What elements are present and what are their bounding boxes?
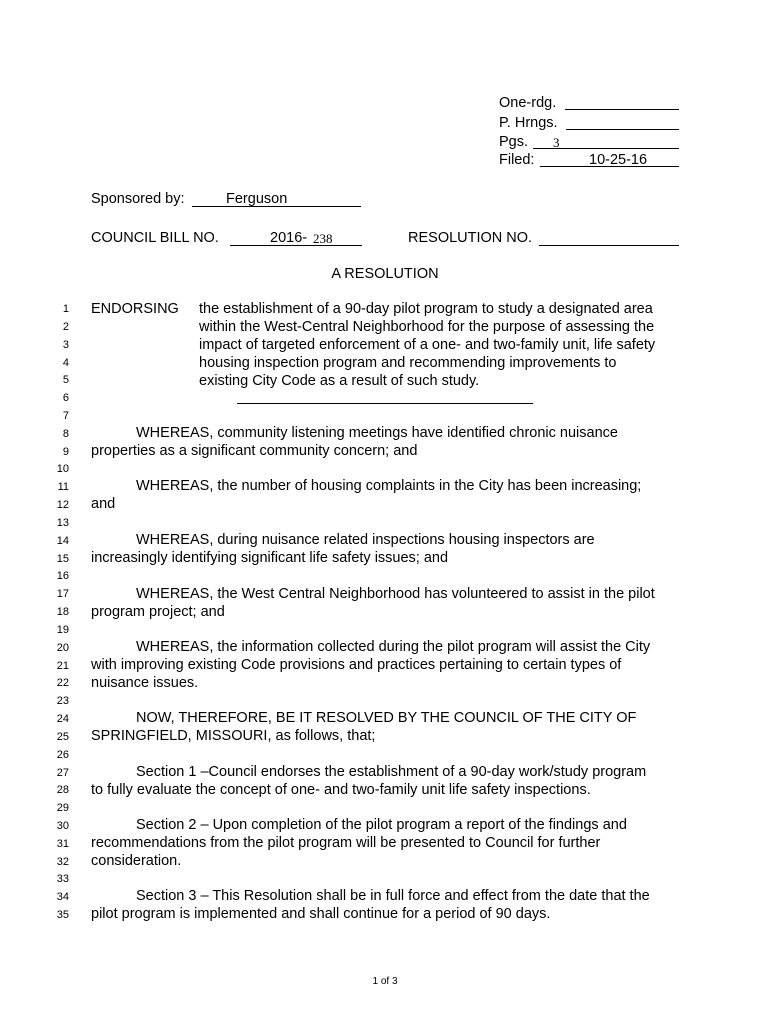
caption-line: the establishment of a 90-day pilot program to study a designated area xyxy=(199,301,653,317)
line-number: 16 xyxy=(56,570,69,582)
pgs-value: 3 xyxy=(553,135,560,150)
filed-value: 10-25-16 xyxy=(589,152,648,168)
line-number: 35 xyxy=(56,909,69,921)
whereas-paragraph xyxy=(91,586,655,622)
paragraph-line: Section 1 –Council endorses the establishment of a 90-day work/study program xyxy=(136,764,647,780)
line-number: 12 xyxy=(56,499,69,511)
line-number: 10 xyxy=(56,463,69,475)
council-bill-suffix: 238 xyxy=(313,231,333,246)
section-2-paragraph xyxy=(91,817,627,870)
line-number: 6 xyxy=(62,392,69,404)
line-number: 31 xyxy=(56,838,69,850)
line-number: 23 xyxy=(56,695,69,707)
line-number: 29 xyxy=(56,802,69,814)
line-number: 15 xyxy=(56,553,69,565)
resolution-no-label: RESOLUTION NO. xyxy=(408,230,533,246)
line-number: 14 xyxy=(56,535,69,547)
line-number: 30 xyxy=(56,820,69,832)
line-number: 13 xyxy=(56,517,69,529)
caption-line: within the West-Central Neighborhood for the purpose of assessing the xyxy=(199,319,655,335)
paragraph-line: WHEREAS, community listening meetings have identified chronic nuisance xyxy=(136,425,618,441)
paragraph-line: NOW, THEREFORE, BE IT RESOLVED BY THE COUNCIL OF THE CITY OF xyxy=(136,710,637,726)
pgs-label: Pgs. xyxy=(499,134,529,150)
paragraph-line: WHEREAS, the information collected during the pilot program will assist the City xyxy=(136,639,651,655)
one-rdg-label: One-rdg. xyxy=(499,95,557,111)
line-number: 24 xyxy=(56,713,69,725)
paragraph-line: SPRINGFIELD, MISSOURI, as follows, that; xyxy=(91,727,376,744)
caption-line: housing inspection program and recommending improvements to xyxy=(199,355,617,371)
line-number: 21 xyxy=(56,660,69,672)
paragraph-line: increasingly identifying significant life safety issues; and xyxy=(91,549,449,566)
paragraph-line: with improving existing Code provisions and practices pertaining to certain types of xyxy=(91,656,622,673)
section-3-paragraph xyxy=(91,888,650,924)
filed-line xyxy=(540,151,679,167)
line-number: 19 xyxy=(56,624,69,636)
line-number: 34 xyxy=(56,891,69,903)
line-number: 32 xyxy=(56,856,69,868)
line-number: 5 xyxy=(62,374,69,386)
paragraph-line: and xyxy=(91,495,116,512)
line-number: 9 xyxy=(62,446,69,458)
pgs-line xyxy=(533,133,679,149)
paragraph-line: consideration. xyxy=(91,852,182,869)
paragraph-line: recommendations from the pilot program will be presented to Council for further xyxy=(91,834,601,851)
line-number: 7 xyxy=(62,410,69,422)
whereas-paragraph xyxy=(91,478,641,514)
paragraph-line: WHEREAS, during nuisance related inspections housing inspectors are xyxy=(136,532,595,548)
p-hrngs-label: P. Hrngs. xyxy=(499,115,558,131)
council-bill-label: COUNCIL BILL NO. xyxy=(91,230,219,246)
line-number: 18 xyxy=(56,606,69,618)
document-title: A RESOLUTION xyxy=(331,266,439,282)
caption-line: existing City Code as a result of such study. xyxy=(199,373,480,389)
line-number: 26 xyxy=(56,749,69,761)
p-hrngs-line xyxy=(566,114,679,130)
council-bill-prefix: 2016- xyxy=(270,230,308,246)
paragraph-line: Section 3 – This Resolution shall be in full force and effect from the date that the xyxy=(136,888,650,904)
caption-keyword: ENDORSING xyxy=(91,301,179,317)
line-number: 8 xyxy=(62,428,69,440)
one-rdg-line xyxy=(565,94,679,110)
line-number: 2 xyxy=(62,321,69,333)
sponsor-label: Sponsored by: xyxy=(91,191,185,207)
line-number: 27 xyxy=(56,767,69,779)
line-number: 22 xyxy=(56,677,69,689)
paragraph-line: properties as a significant community concern; and xyxy=(91,442,418,459)
paragraph-line: pilot program is implemented and shall continue for a period of 90 days. xyxy=(91,905,551,922)
paragraph-line: to fully evaluate the concept of one- and two-family unit life safety inspections. xyxy=(91,781,591,798)
whereas-paragraph xyxy=(91,425,618,461)
line-number: 25 xyxy=(56,731,69,743)
line-number: 1 xyxy=(62,303,69,315)
line-number: 17 xyxy=(56,588,69,600)
paragraph-line: nuisance issues. xyxy=(91,674,199,691)
filed-label: Filed: xyxy=(499,152,535,168)
paragraph-line: Section 2 – Upon completion of the pilot program a report of the findings and xyxy=(136,817,627,833)
line-number: 11 xyxy=(57,481,69,493)
line-number: 3 xyxy=(62,339,69,351)
paragraph-line: program project; and xyxy=(91,603,225,620)
page-number: 1 of 3 xyxy=(372,976,398,987)
paragraph-line: WHEREAS, the number of housing complaints in the City has been increasing; xyxy=(136,478,642,494)
whereas-paragraph xyxy=(91,532,595,568)
line-number: 33 xyxy=(56,873,69,885)
council-bill-line xyxy=(230,229,362,246)
whereas-paragraph xyxy=(91,639,650,692)
section-1-paragraph xyxy=(91,764,646,800)
caption-divider xyxy=(237,403,533,404)
line-number: 4 xyxy=(62,357,69,369)
paragraph-line: WHEREAS, the West Central Neighborhood has volunteered to assist in the pilot xyxy=(136,586,655,602)
resolution-no-line xyxy=(539,229,679,246)
resolved-paragraph xyxy=(91,710,636,746)
sponsor-name: Ferguson xyxy=(226,191,288,207)
line-number: 20 xyxy=(56,642,69,654)
sponsor-line xyxy=(192,190,361,207)
line-number: 28 xyxy=(56,784,69,796)
caption-line: impact of targeted enforcement of a one- and two-family unit, life safety xyxy=(199,337,656,353)
